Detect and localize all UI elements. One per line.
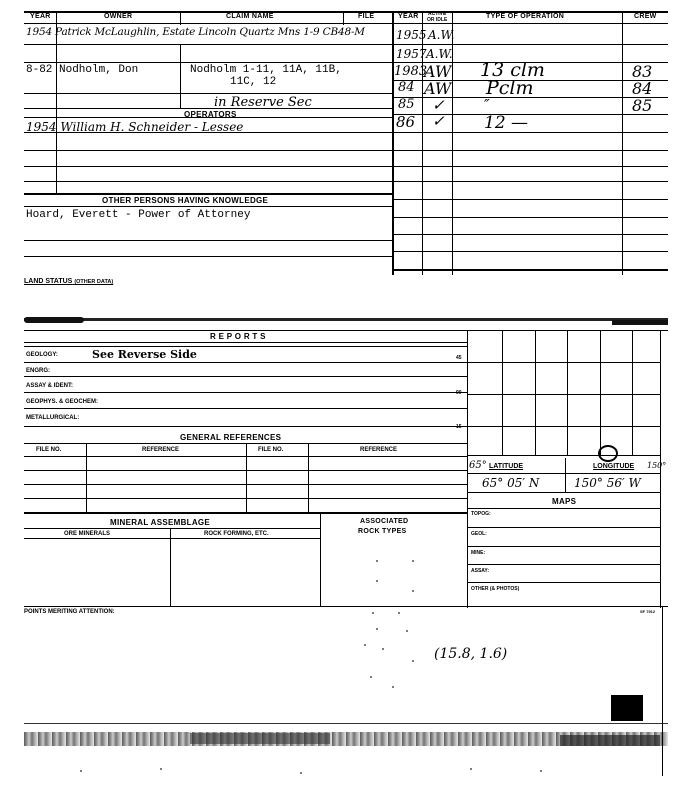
scan-band (24, 318, 668, 321)
coordinates-header (467, 460, 667, 474)
ore-minerals-header: ORE MINERALS (64, 531, 111, 537)
claim-row-2-line2: 11C, 12 (230, 76, 277, 88)
longitude-label: LONGITUDE (593, 463, 635, 470)
operators-label: OPERATORS (184, 110, 237, 119)
op-year-2: 1957 (396, 47, 427, 61)
op-active-4: AW (424, 79, 452, 98)
map-row-other: OTHER (& PHOTOS) (471, 586, 520, 592)
map-row-assay: ASSAY: (471, 568, 490, 574)
col-header-crew: CREW (634, 13, 657, 20)
points-meriting-attention-label: POINTS MERITING ATTENTION: (24, 609, 115, 615)
op-type-5: ″ (484, 96, 490, 114)
operator-row: 1954 William H. Schneider - Lessee (26, 120, 244, 134)
report-label-metallurgical: METALLURGICAL: (26, 415, 80, 421)
owner-row-1: 1954 Patrick McLaughlin, Estate Lincoln Quartz Mns 1-9 CB48-M (26, 26, 365, 38)
registration-block (611, 695, 643, 721)
report-value-geology: See Reverse Side (92, 348, 197, 361)
op-year-5: 85 (398, 97, 415, 112)
op-type-4: Pclm (486, 77, 534, 99)
col-header-year2: YEAR (398, 13, 419, 20)
op-year-6: 86 (396, 113, 416, 131)
other-persons-label: OTHER PERSONS HAVING KNOWLEDGE (102, 196, 269, 205)
op-crew-5: 85 (632, 96, 653, 115)
col-header-file: FILE (358, 13, 375, 20)
ref-header-reference-2: REFERENCE (360, 447, 398, 453)
ref-header-file-no-1: FILE NO. (36, 447, 62, 453)
general-references-title: GENERAL REFERENCES (180, 433, 282, 442)
op-type-6: 12 — (484, 113, 529, 133)
reports-title: R E P O R T S (210, 332, 266, 341)
land-status-sub: (OTHER DATA) (74, 279, 114, 285)
op-crew-3: 83 (632, 62, 653, 81)
other-persons-row: Hoard, Everett - Power of Attorney (26, 209, 251, 221)
longitude-value: 150° 56′ W (574, 476, 641, 490)
col-header-year: YEAR (30, 13, 51, 20)
op-type-3: 13 clm (480, 59, 545, 81)
report-num-assay: 90 (456, 390, 462, 396)
claim-row-2: Nodholm 1-11, 11A, 11B, (190, 64, 342, 76)
op-year-3: 1983 (394, 64, 428, 79)
col-header-owner: OWNER (104, 13, 133, 20)
op-year-4: 84 (398, 80, 415, 95)
col-header-active: ACTIVE (428, 11, 447, 17)
col-header-claim-name: CLAIM NAME (226, 13, 274, 20)
longitude-circle-mark (598, 445, 618, 462)
mineral-assemblage-title: MINERAL ASSEMBLAGE (110, 518, 211, 527)
ref-header-file-no-2: FILE NO. (258, 447, 284, 453)
rock-forming-header: ROCK FORMING, ETC. (204, 531, 269, 537)
col-header-or-idle: OR IDLE (427, 17, 448, 23)
op-crew-4: 84 (632, 79, 653, 98)
report-label-geophys: GEOPHYS. & GEOCHEM: (26, 399, 99, 405)
latitude-label: LATITUDE (489, 463, 524, 470)
latitude-value: 65° 05′ N (482, 476, 540, 490)
report-label-engrg: ENGRG: (26, 368, 50, 374)
associated-rock-types-1: ASSOCIATED (360, 518, 409, 525)
point-note: (15.8, 1.6) (434, 646, 508, 662)
map-row-topog: TOPOG: (471, 511, 491, 517)
form-code: SF 7912 (640, 609, 656, 614)
op-active-2: A.W. (426, 47, 453, 61)
op-active-1: A.W. (428, 28, 455, 42)
map-row-geol: GEOL: (471, 531, 487, 537)
lon-suffix: 150° (647, 461, 667, 470)
claim-row-3: in Reserve Sec (214, 95, 312, 110)
op-active-5: ✓ (432, 96, 445, 114)
report-label-geology: GEOLOGY: (26, 352, 58, 358)
land-status-title: LAND STATUS (24, 278, 73, 285)
associated-rock-types-2: ROCK TYPES (358, 528, 407, 535)
report-num-geology: 45 (456, 355, 462, 361)
map-row-mine: MINE: (471, 550, 486, 556)
lat-prefix: 65° (469, 460, 487, 471)
maps-label: MAPS (552, 497, 577, 506)
report-label-assay: ASSAY & IDENT: (26, 383, 74, 389)
op-active-3: AW (424, 62, 452, 81)
scan-noise-top (24, 723, 668, 724)
owner-row-2: 8-82 Nodholm, Don (26, 64, 139, 76)
op-year-1: 1955 (396, 28, 427, 42)
op-active-6: ✓ (432, 112, 445, 130)
ref-header-reference-1: REFERENCE (142, 447, 180, 453)
col-header-type-of-operation: TYPE OF OPERATION (486, 13, 565, 20)
report-num-metallurgical: 15 (456, 424, 462, 430)
land-status-label (24, 278, 113, 285)
